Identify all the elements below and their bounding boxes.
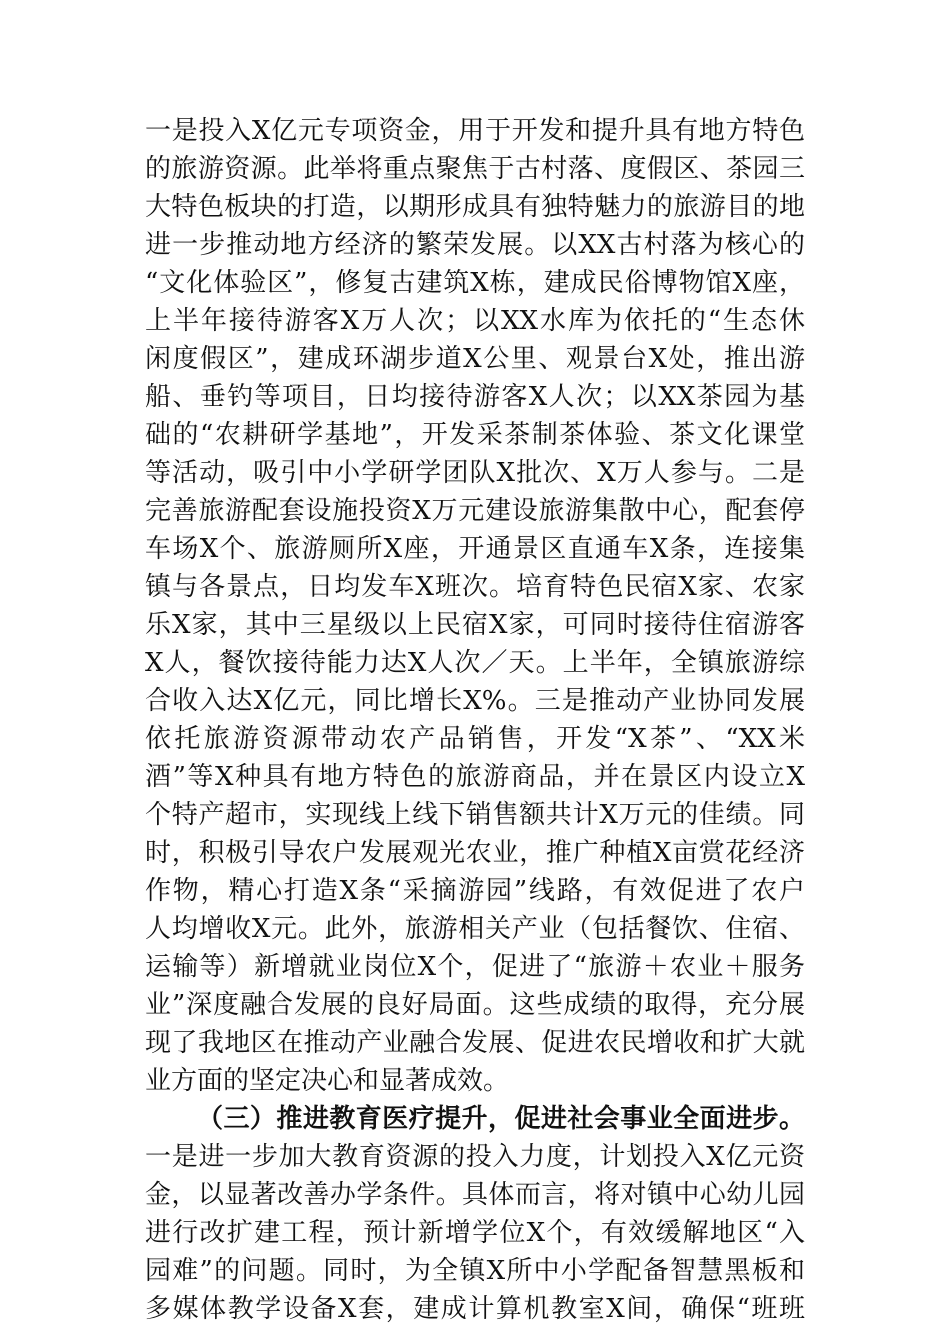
body-text-line: 人均增收X元。此外，旅游相关产业（包括餐饮、住宿、	[145, 914, 805, 944]
body-text-line: 个特产超市，实现线上线下销售额共计X万元的佳绩。同	[145, 800, 805, 830]
body-text-line: 乐X家，其中三星级以上民宿X家，可同时接待住宿游客	[145, 610, 805, 640]
body-text-line: 运输等）新增就业岗位X个，促进了“旅游＋农业＋服务	[145, 952, 805, 982]
body-text-line: 时，积极引导农户发展观光农业，推广种植X亩赏花经济	[145, 838, 805, 868]
body-text-line: 进行改扩建工程，预计新增学位X个，有效缓解地区“入	[145, 1218, 805, 1248]
body-text-line: 的旅游资源。此举将重点聚焦于古村落、度假区、茶园三	[145, 154, 805, 184]
body-text-line: 大特色板块的打造，以期形成具有独特魅力的旅游目的地	[145, 192, 805, 222]
body-text-line: 上半年接待游客X万人次；以XX水库为依托的“生态休	[145, 306, 805, 336]
body-text-line: 现了我地区在推动产业融合发展、促进农民增收和扩大就	[145, 1028, 805, 1058]
body-text-line: 船、垂钓等项目，日均接待游客X人次；以XX茶园为基	[145, 382, 805, 412]
body-text-line: 酒”等X种具有地方特色的旅游商品，并在景区内设立X	[145, 762, 805, 792]
body-text-line: 一是投入X亿元专项资金，用于开发和提升具有地方特色	[145, 116, 805, 146]
body-text-line: 业方面的坚定决心和显著成效。	[145, 1066, 510, 1096]
body-text-line: 闲度假区”，建成环湖步道X公里、观景台X处，推出游	[145, 344, 805, 374]
body-text-line: 完善旅游配套设施投资X万元建设旅游集散中心，配套停	[145, 496, 805, 526]
body-text-line: 业”深度融合发展的良好局面。这些成绩的取得，充分展	[145, 990, 805, 1020]
section-heading: （三）推进教育医疗提升，促进社会事业全面进步。	[197, 1104, 805, 1134]
body-text-line: 园难”的问题。同时，为全镇X所中小学配备智慧黑板和	[145, 1256, 805, 1286]
body-text-line: 作物，精心打造X条“采摘游园”线路，有效促进了农户	[145, 876, 805, 906]
body-text-line: 多媒体教学设备X套，建成计算机教室X间，确保“班班	[145, 1294, 805, 1324]
body-text-line: 金，以显著改善办学条件。具体而言，将对镇中心幼儿园	[145, 1180, 805, 1210]
body-text-line: 镇与各景点，日均发车X班次。培育特色民宿X家、农家	[145, 572, 805, 602]
body-text-line: 础的“农耕研学基地”，开发采茶制茶体验、茶文化课堂	[145, 420, 805, 450]
body-text-line: 依托旅游资源带动农产品销售，开发“X茶”、“XX米	[145, 724, 805, 754]
body-text-line: 车场X个、旅游厕所X座，开通景区直通车X条，连接集	[145, 534, 805, 564]
body-text-line: 合收入达X亿元，同比增长X%。三是推动产业协同发展	[145, 686, 805, 716]
body-text-line: X人，餐饮接待能力达X人次／天。上半年，全镇旅游综	[145, 648, 805, 678]
body-text-line: 进一步推动地方经济的繁荣发展。以XX古村落为核心的	[145, 230, 805, 260]
body-text-line: “文化体验区”，修复古建筑X栋，建成民俗博物馆X座，	[145, 268, 805, 298]
body-text-line: 一是进一步加大教育资源的投入力度，计划投入X亿元资	[145, 1142, 805, 1172]
body-text-line: 等活动，吸引中小学研学团队X批次、X万人参与。二是	[145, 458, 805, 488]
